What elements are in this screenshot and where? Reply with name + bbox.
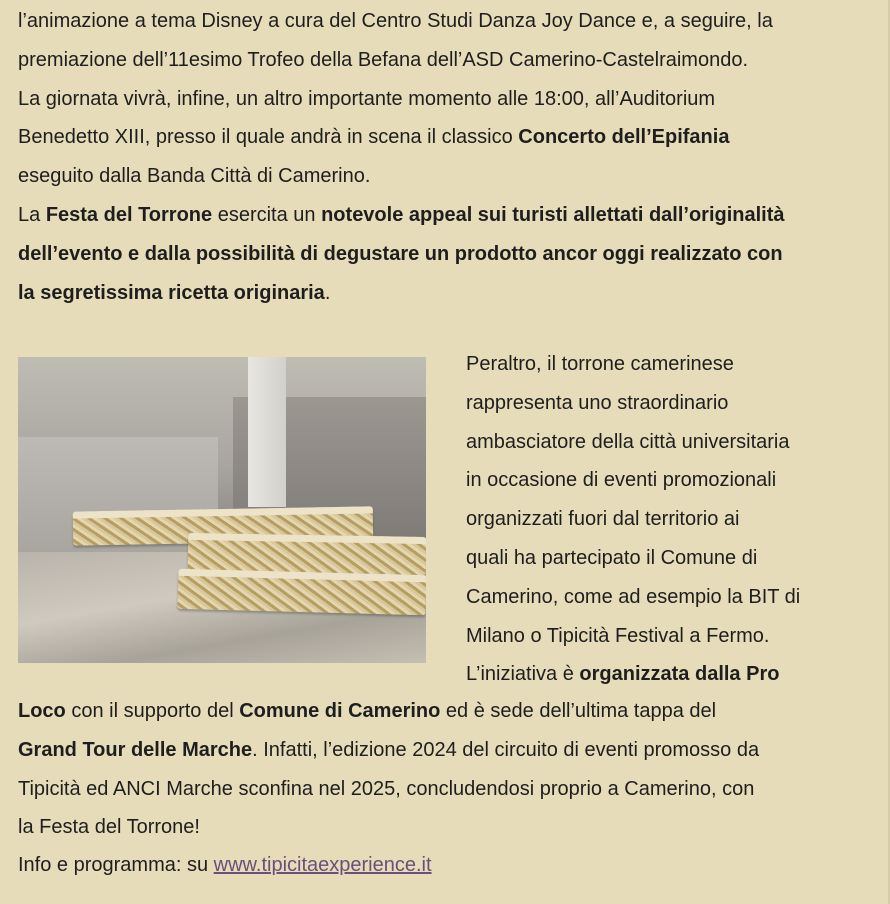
torrone-photo	[18, 357, 426, 663]
bold-text: Loco	[18, 700, 66, 722]
text-segment: quali ha partecipato il Comune di	[466, 547, 758, 569]
text-line	[18, 731, 759, 769]
text-line	[466, 345, 734, 383]
text-segment: premiazione dell’11esimo Trofeo della Befana dell’ASD Camerino-Castelraimondo.	[18, 48, 748, 71]
text-line	[18, 80, 715, 118]
text-segment: rappresenta uno straordinario	[466, 391, 729, 414]
bold-text: notevole appeal sui turisti allettati dall’originalità	[321, 204, 785, 226]
text-line	[466, 384, 728, 422]
bold-text: Concerto dell’Epifania	[518, 126, 730, 149]
text-segment: L’iniziativa è	[466, 663, 580, 686]
text-line	[466, 539, 757, 577]
text-line	[18, 2, 773, 40]
bold-text: Festa del Torrone	[45, 204, 213, 226]
bold-text: la segretissima ricetta originaria	[18, 281, 325, 304]
torrone-slab	[178, 569, 426, 615]
text-segment: esercita un	[212, 204, 322, 226]
torrone-slab	[188, 533, 426, 575]
photo-background-pillar	[248, 357, 286, 507]
tipicita-link[interactable]: www.tipicitaexperience.it	[213, 854, 432, 876]
text-segment: Tipicità ed ANCI Marche sconfina nel 2025, concludendosi proprio a Camerino, con	[18, 777, 755, 800]
bold-text: Comune di Camerino	[239, 700, 441, 722]
text-segment: Milano o Tipicità Festival a Fermo.	[466, 624, 770, 647]
text-line	[18, 770, 754, 808]
bold-text: dell’evento e dalla possibilità di degustare un prodotto ancor oggi realizzato con	[18, 242, 783, 265]
text-segment: l’animazione a tema Disney a cura del Centro Studi Danza Joy Dance e, a seguire, la	[18, 10, 773, 32]
text-segment: .	[324, 281, 331, 304]
text-segment: Peraltro, il torrone camerinese	[466, 353, 734, 375]
text-segment: con il supporto del	[65, 700, 240, 722]
text-segment: ed è sede dell’ultima tappa del	[440, 700, 717, 722]
text-line	[18, 274, 330, 312]
text-segment: La	[18, 204, 46, 226]
text-line	[18, 692, 716, 730]
text-line	[18, 196, 785, 234]
info-line	[18, 846, 432, 884]
text-line	[466, 423, 790, 461]
text-segment: eseguito dalla Banda Città di Camerino.	[18, 165, 371, 188]
text-line	[466, 461, 776, 499]
info-label: Info e programma: su	[18, 854, 214, 876]
text-line	[18, 118, 729, 156]
text-line	[466, 578, 800, 616]
text-line	[466, 500, 739, 538]
text-segment: organizzati fuori dal territorio ai	[466, 508, 740, 531]
text-line	[18, 41, 748, 79]
text-segment: Camerino, come ad esempio la BIT di	[466, 585, 801, 608]
bold-text: Grand Tour delle Marche	[18, 738, 253, 761]
text-segment: la Festa del Torrone!	[18, 816, 200, 839]
text-segment: ambasciatore della città universitaria	[466, 430, 790, 453]
text-segment: . Infatti, l’edizione 2024 del circuito di eventi promosso da	[252, 738, 760, 761]
text-segment: La giornata vivrà, infine, un altro importante momento alle 18:00, all’Auditorium	[18, 87, 716, 110]
text-line	[18, 808, 200, 846]
text-segment: Benedetto XIII, presso il quale andrà in scena il classico	[18, 126, 519, 149]
bold-text: organizzata dalla Pro	[579, 663, 780, 686]
text-line	[18, 235, 783, 273]
text-line	[466, 617, 769, 655]
text-line	[18, 157, 370, 195]
text-segment: in occasione di eventi promozionali	[466, 469, 777, 492]
text-line	[466, 655, 779, 693]
